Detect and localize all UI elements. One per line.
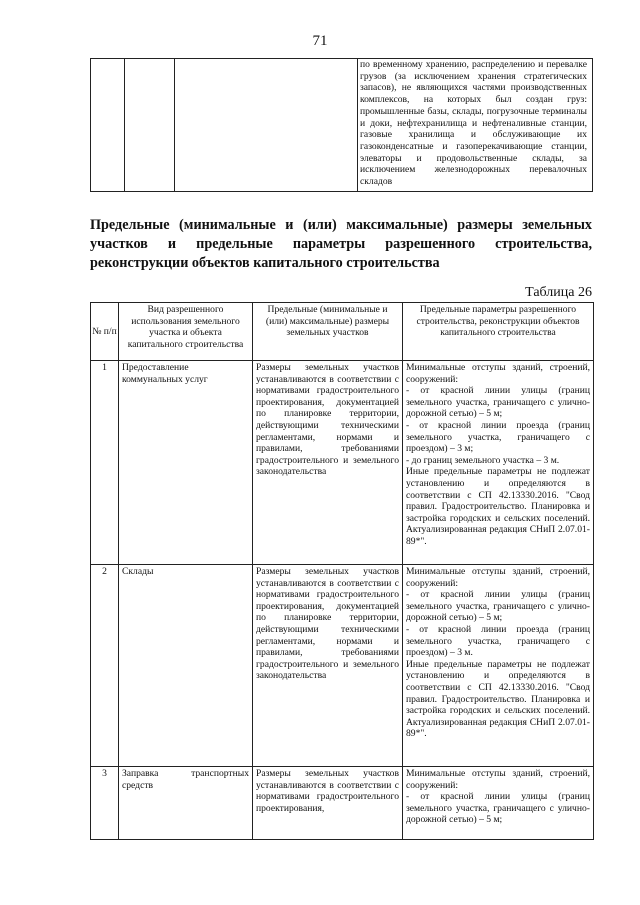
activity-description: по временному хранению, распределению и перевалке грузов (за исключением хранения стратегических запасов), не являющихся частями производственных комплексов, на которых был создан груз: промышленные базы, склады, погрузочные терминалы и доки, нефтехранилища и нефтеналивные станции, газовые хранилища и обслуживающие их газоконденсатные и газоперекачивающие станции, элеваторы и продовольственные склады, за исключением железнодорожных перевалочных складов (360, 59, 587, 188)
table-cell (175, 59, 358, 192)
table-row (91, 59, 593, 192)
construction-parameters (403, 361, 594, 565)
parameter-line: Иные предельные параметры не подлежат установлению и определяются в соответствии с СП 42.13330.2016. "Свод правил. Градостроительство. Планировка и застройка городских и сельских поселений. Актуализированная редакция СНиП 2.07.01-89*". (406, 466, 590, 547)
permitted-use: Предоставление коммунальных услуг (119, 361, 253, 565)
permitted-use: Склады (119, 565, 253, 767)
permitted-use: Заправка транспортных средств (119, 767, 253, 840)
parameter-line: - от красной линии проезда (границ земельного участка, граничащего с проездом) – 3 м. (406, 623, 590, 659)
parameter-line: - до границ земельного участка – 3 м. (406, 454, 560, 466)
column-header-number: № п/п (91, 303, 119, 361)
parameter-line: - от красной линии улицы (границ земельного участка, граничащего с улично-дорожной сетью) – 5 м; (406, 385, 590, 420)
page-number: 71 (312, 33, 328, 49)
column-header-size: Предельные (минимальные и (или) максимальные) размеры земельных участков (253, 303, 403, 361)
parameter-line: - от красной линии улицы (границ земельного участка, граничащего с улично-дорожной сетью) – 5 м; (406, 589, 590, 624)
plot-size-limits: Размеры земельных участков устанавливаются в соответствии с нормативами градостроительного проектирования, документацией по планировке территории, действующими техническими регламентами, нормами и правилами, требованиями градостроительного и земельного законодательства (253, 565, 403, 767)
row-number: 3 (91, 767, 119, 840)
table-cell (358, 59, 593, 192)
table-row (91, 767, 594, 840)
construction-parameters (403, 767, 594, 840)
construction-parameters (403, 565, 594, 767)
table-header-row (91, 303, 594, 361)
table-row (91, 361, 594, 565)
column-header-params: Предельные параметры разрешенного строительства, реконструкции объектов капитального строительства (403, 303, 594, 361)
row-number: 1 (91, 361, 119, 565)
parameter-line: Иные предельные параметры не подлежат установлению и определяются в соответствии с СП 42.13330.2016. "Свод правил. Градостроительство. Планировка и застройка городских и сельских поселений. Актуализированная редакция СНиП 2.07.01-89*". (406, 658, 590, 740)
plot-size-limits: Размеры земельных участков устанавливаются в соответствии с нормативами градостроительного проектирования, (253, 767, 403, 840)
parameter-line: - от красной линии проезда (границ земельного участка, граничащего с проездом) – 3 м; (406, 419, 590, 455)
parameters-table (90, 302, 594, 840)
continued-table-fragment (90, 58, 593, 192)
plot-size-limits: Размеры земельных участков устанавливаются в соответствии с нормативами градостроительного проектирования, документацией по планировке территории, действующими техническими регламентами, нормами и правилами, требованиями градостроительного и земельного законодательства (253, 361, 403, 565)
table-cell (91, 59, 125, 192)
column-header-use: Вид разрешенного использования земельного участка и объекта капитального строительства (119, 303, 253, 361)
table-label: Таблица 26 (525, 285, 592, 300)
table-cell (125, 59, 175, 192)
parameter-line: Минимальные отступы зданий, строений, сооружений: (406, 768, 590, 791)
parameter-line: Минимальные отступы зданий, строений, сооружений: (406, 566, 590, 589)
parameter-line: Минимальные отступы зданий, строений, сооружений: (406, 362, 590, 385)
section-title: Предельные (минимальные и (или) максимальные) размеры земельных участков и предельные параметры разрешенного строительства, реконструкции объектов капитального строительства (90, 217, 592, 271)
parameter-line: - от красной линии улицы (границ земельного участка, граничащего с улично-дорожной сетью) – 5 м; (406, 791, 590, 826)
table-row (91, 565, 594, 767)
row-number: 2 (91, 565, 119, 767)
